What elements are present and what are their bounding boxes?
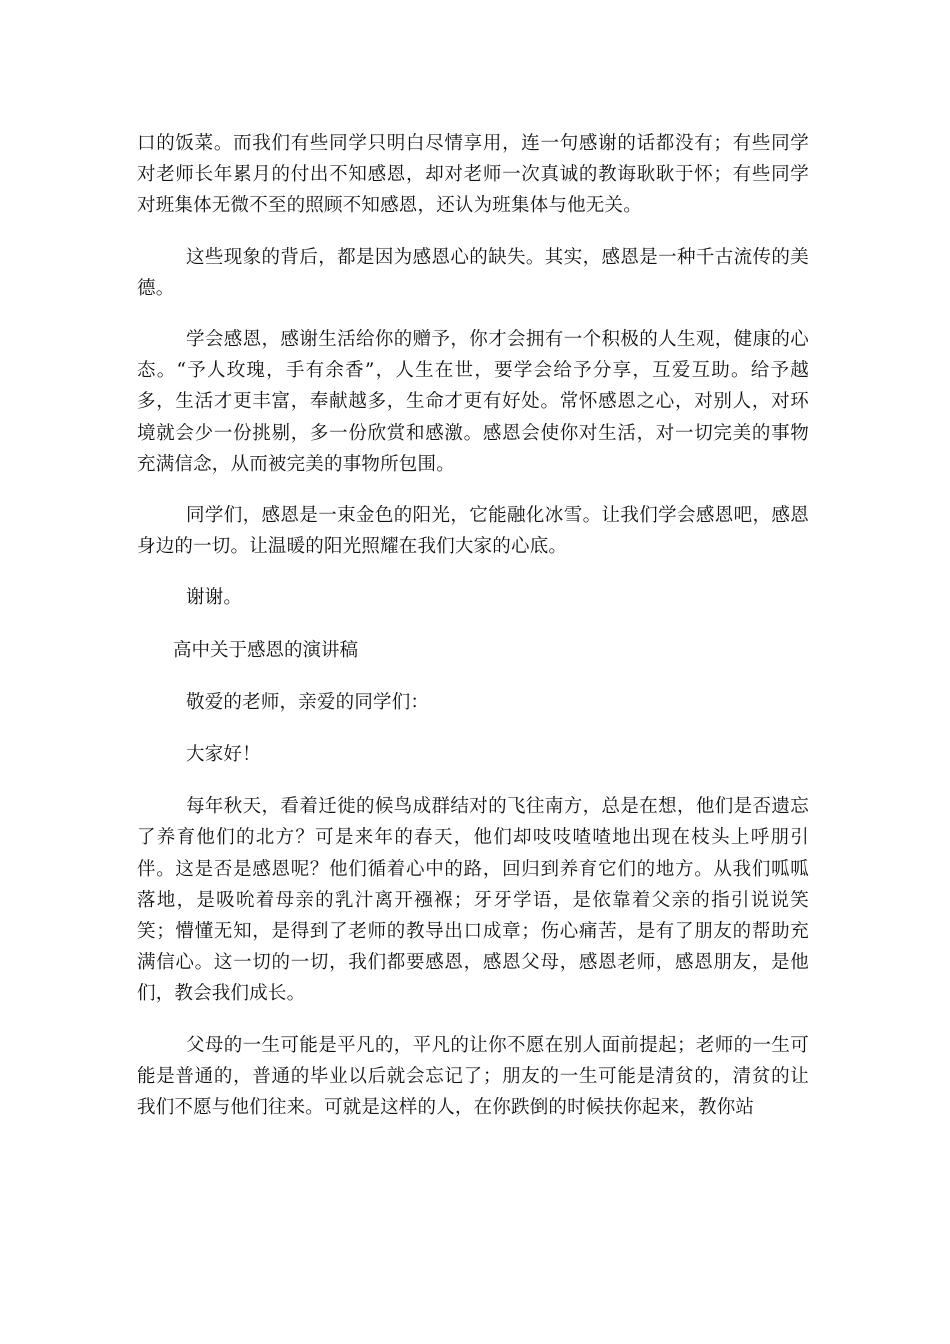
paragraph-continued: 口的饭菜。而我们有些同学只明白尽情享用，连一句感谢的话都没有；有些同学对老师长年累月的付出不知感恩，却对老师一次真诚的教诲耿耿于怀；有些同学对班集体无微不至的照顾不知感恩，还认为班集体与他无关。 bbox=[137, 133, 809, 217]
document-page bbox=[137, 128, 809, 1143]
paragraph-gratitude-missing: 这些现象的背后，都是因为感恩心的缺失。其实，感恩是一种千古流传的美德。 bbox=[137, 246, 809, 299]
paragraph-classmates: 同学们，感恩是一束金色的阳光，它能融化冰雪。让我们学会感恩吧，感恩身边的一切。让温暖的阳光照耀在我们大家的心底。 bbox=[137, 505, 809, 558]
paragraph-salutation: 敬爱的老师，亲爱的同学们： bbox=[186, 691, 430, 713]
paragraph-autumn-birds: 每年秋天，看着迁徙的候鸟成群结对的飞往南方，总是在想，他们是否遗忘了养育他们的北方？可是来年的春天，他们却吱吱喳喳地出现在枝头上呼朋引伴。这是否是感恩呢？他们循着心中的路，回归到养育它们的地方。从我们呱呱落地，是吸吮着母亲的乳汁离开襁褓；牙牙学语，是依靠着父亲的指引说说笑笑；懵懂无知，是得到了老师的教导出口成章；伤心痛苦，是有了朋友的帮助充满信心。这一切的一切，我们都要感恩，感恩父母，感恩老师，感恩朋友，是他们，教会我们成长。 bbox=[137, 796, 809, 1005]
paragraph-greeting: 大家好！ bbox=[186, 744, 261, 766]
paragraph-learn-gratitude: 学会感恩，感谢生活给你的赠予，你才会拥有一个积极的人生观，健康的心态。“予人玫瑰，手有余香”，人生在世，要学会给予分享，互爱互助。给予越多，生活才更丰富，奉献越多，生命才更有好处。常怀感恩之心，对别人，对环境就会少一份挑剔，多一份欣赏和感激。感恩会使你对生活，对一切完美的事物充满信念，从而被完美的事物所包围。 bbox=[137, 329, 809, 475]
paragraph-parents-teachers: 父母的一生可能是平凡的，平凡的让你不愿在别人面前提起；老师的一生可能是普通的，普通的毕业以后就会忘记了；朋友的一生可能是清贫的，清贫的让我们不愿与他们往来。可就是这样的人，在你跌倒的时候扶你起来，教你站 bbox=[137, 1034, 809, 1119]
section-title: 高中关于感恩的演讲稿 bbox=[173, 639, 359, 661]
paragraph-thanks: 谢谢。 bbox=[186, 587, 243, 609]
